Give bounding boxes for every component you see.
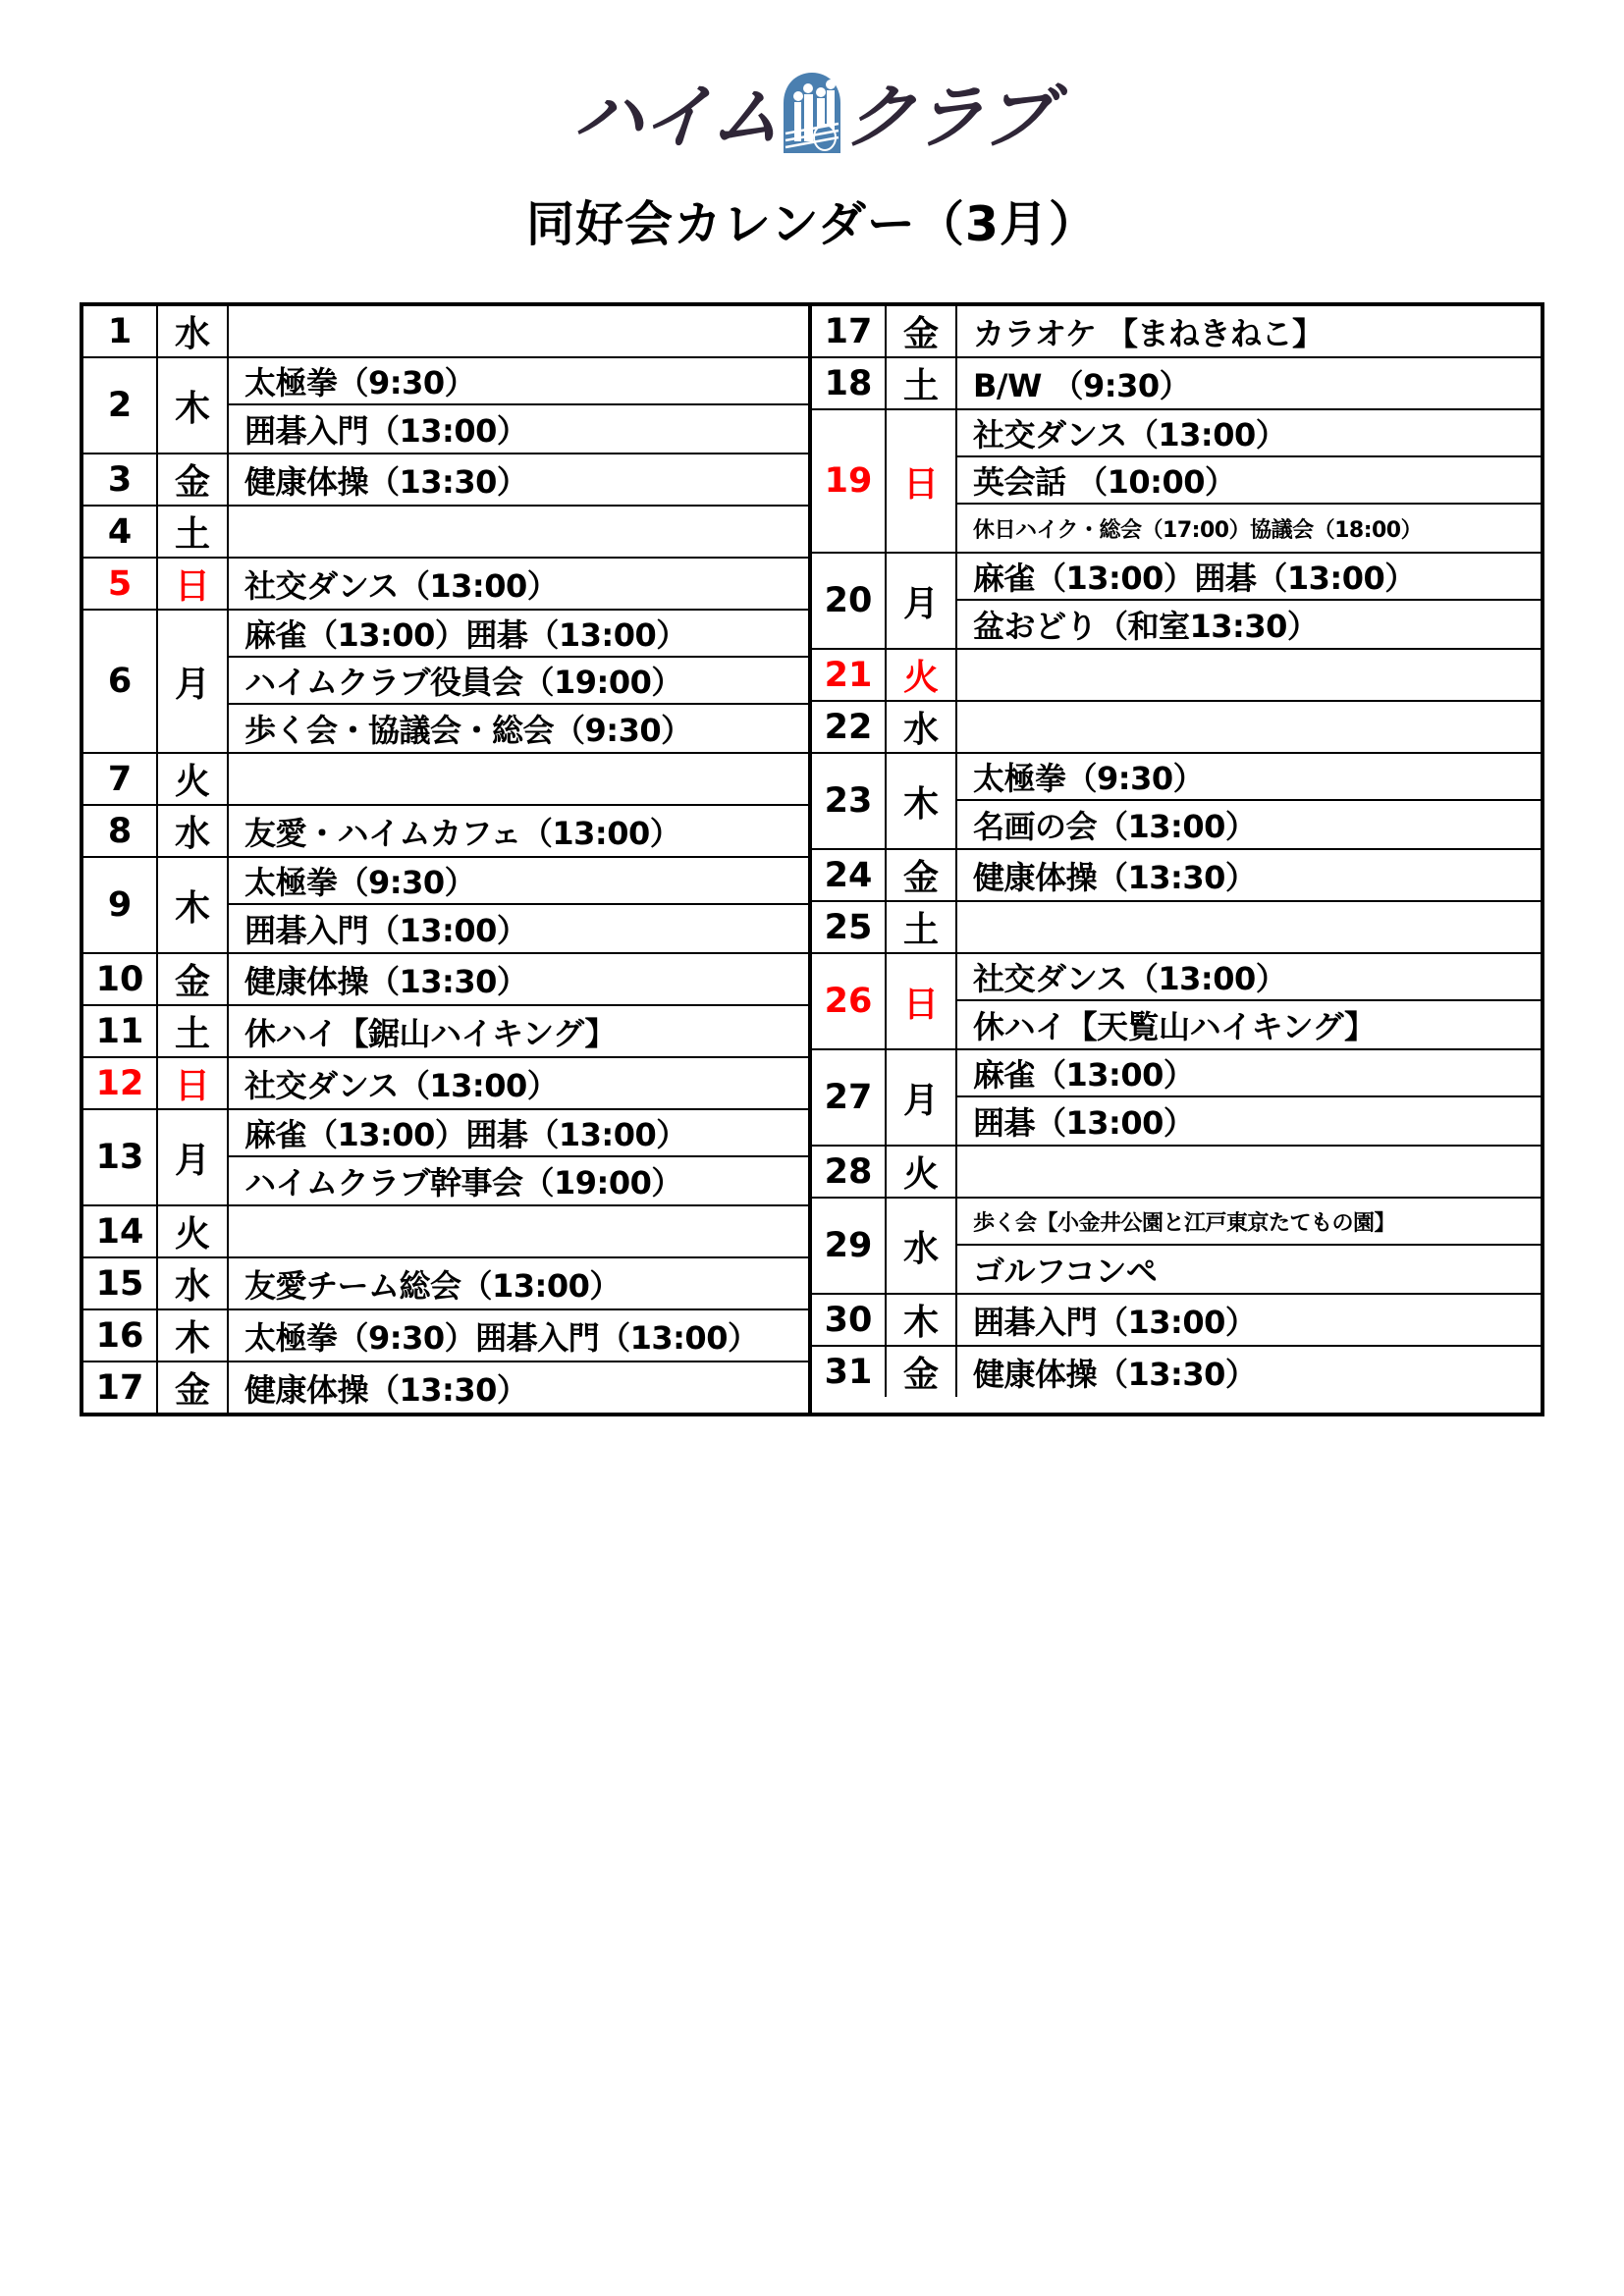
event-line: 名画の会（13:00） xyxy=(973,808,1257,845)
day-number: 17 xyxy=(812,306,887,356)
event-line: 麻雀（13:00）囲碁（13:00） xyxy=(229,611,808,658)
event-line: 太極拳（9:30）囲碁入門（13:00） xyxy=(244,1318,759,1357)
calendar-day-row xyxy=(812,702,1541,754)
event-line: 太極拳（9:30） xyxy=(957,754,1541,801)
day-number: 29 xyxy=(812,1199,887,1293)
day-events xyxy=(229,1058,808,1108)
day-events xyxy=(957,754,1541,848)
day-of-week: 金 xyxy=(887,1347,957,1397)
day-events xyxy=(957,702,1541,752)
event-line: 社交ダンス（13:00） xyxy=(957,410,1541,457)
day-events xyxy=(957,1347,1541,1397)
event-line: ハイムクラブ役員会（19:00） xyxy=(229,658,808,705)
day-of-week: 木 xyxy=(887,1295,957,1345)
day-events xyxy=(229,1362,808,1413)
day-events xyxy=(229,806,808,856)
day-events xyxy=(229,754,808,804)
day-number: 28 xyxy=(812,1147,887,1197)
day-of-week: 水 xyxy=(887,702,957,752)
calendar-day-row xyxy=(83,754,808,806)
day-of-week: 日 xyxy=(158,559,229,609)
heim-club-emblem-icon xyxy=(782,73,842,153)
calendar-day-row xyxy=(83,954,808,1006)
calendar-day-row xyxy=(812,410,1541,554)
event-line: 健康体操（13:30） xyxy=(244,962,528,1000)
day-number: 3 xyxy=(83,454,158,505)
day-of-week: 月 xyxy=(887,554,957,648)
day-number: 7 xyxy=(83,754,158,804)
day-events xyxy=(229,1258,808,1308)
day-number: 31 xyxy=(812,1347,887,1397)
event-line: 友愛チーム総会（13:00） xyxy=(244,1266,621,1305)
event-line: 友愛・ハイムカフェ（13:00） xyxy=(244,814,681,852)
day-of-week: 火 xyxy=(887,650,957,700)
calendar-day-row xyxy=(812,1147,1541,1199)
day-events xyxy=(957,902,1541,952)
day-events xyxy=(957,1295,1541,1345)
day-events xyxy=(957,850,1541,900)
event-line: 囲碁入門（13:00） xyxy=(973,1303,1257,1341)
day-events xyxy=(957,650,1541,700)
day-number: 16 xyxy=(83,1310,158,1361)
event-line-empty xyxy=(957,1147,1541,1197)
day-number: 6 xyxy=(83,611,158,752)
event-line-empty xyxy=(229,507,808,557)
day-of-week: 金 xyxy=(887,850,957,900)
day-of-week: 土 xyxy=(158,1006,229,1056)
calendar-day-row xyxy=(83,559,808,611)
calendar-day-row xyxy=(812,850,1541,902)
calendar-day-row xyxy=(83,1362,808,1413)
day-of-week: 金 xyxy=(158,454,229,505)
event-line-empty xyxy=(957,702,1541,752)
day-of-week: 月 xyxy=(158,611,229,752)
day-number: 4 xyxy=(83,507,158,557)
calendar-day-row xyxy=(812,650,1541,702)
calendar-day-row xyxy=(83,611,808,754)
day-events xyxy=(229,507,808,557)
day-number: 9 xyxy=(83,858,158,952)
calendar-table xyxy=(80,302,1544,1416)
day-events xyxy=(957,306,1541,356)
calendar-day-row xyxy=(812,554,1541,650)
day-number: 1 xyxy=(83,306,158,356)
day-of-week: 金 xyxy=(158,954,229,1004)
day-number: 30 xyxy=(812,1295,887,1345)
day-of-week: 水 xyxy=(158,806,229,856)
day-number: 13 xyxy=(83,1110,158,1204)
logo-text-left: ハイム xyxy=(570,76,783,158)
day-number: 21 xyxy=(812,650,887,700)
day-number: 15 xyxy=(83,1258,158,1308)
day-of-week: 日 xyxy=(158,1058,229,1108)
event-line: 麻雀（13:00） xyxy=(957,1050,1541,1097)
day-of-week: 木 xyxy=(887,754,957,848)
calendar-day-row xyxy=(812,1347,1541,1397)
day-number: 11 xyxy=(83,1006,158,1056)
day-events xyxy=(957,410,1541,552)
day-events xyxy=(229,1006,808,1056)
day-of-week: 月 xyxy=(887,1050,957,1145)
calendar-day-row xyxy=(83,1058,808,1110)
calendar-day-row xyxy=(83,1110,808,1206)
calendar-day-row xyxy=(812,306,1541,358)
calendar-day-row xyxy=(812,358,1541,410)
event-line: 囲碁入門（13:00） xyxy=(244,412,528,450)
day-of-week: 火 xyxy=(887,1147,957,1197)
day-number: 20 xyxy=(812,554,887,648)
calendar-day-row xyxy=(83,507,808,559)
day-number: 5 xyxy=(83,559,158,609)
calendar-day-row xyxy=(812,1295,1541,1347)
event-line: 健康体操（13:30） xyxy=(244,1370,528,1409)
calendar-day-row xyxy=(83,358,808,454)
calendar-day-row xyxy=(812,954,1541,1050)
day-events xyxy=(229,358,808,453)
event-line: 歩く会【小金井公園と江戸東京たてもの園】 xyxy=(957,1199,1541,1246)
calendar-day-row xyxy=(812,1050,1541,1147)
day-events xyxy=(957,954,1541,1048)
event-line: 健康体操（13:30） xyxy=(244,462,528,501)
event-line: 健康体操（13:30） xyxy=(973,1355,1257,1393)
day-of-week: 土 xyxy=(887,358,957,408)
event-line: 英会話 （10:00） xyxy=(957,457,1541,505)
heim-club-logo xyxy=(570,76,1054,158)
event-line-empty xyxy=(957,650,1541,700)
day-number: 12 xyxy=(83,1058,158,1108)
day-events xyxy=(229,1110,808,1204)
brand-header xyxy=(0,0,1624,157)
day-of-week: 木 xyxy=(158,858,229,952)
calendar-day-row xyxy=(83,1006,808,1058)
event-line: 社交ダンス（13:00） xyxy=(244,566,559,605)
day-number: 25 xyxy=(812,902,887,952)
calendar-day-row xyxy=(83,1206,808,1258)
logo-text-right: クラブ xyxy=(841,76,1054,158)
event-line: 麻雀（13:00）囲碁（13:00） xyxy=(229,1110,808,1157)
event-line: カラオケ 【まねきねこ】 xyxy=(973,314,1324,352)
event-line-empty xyxy=(229,306,808,356)
day-number: 27 xyxy=(812,1050,887,1145)
event-line: 歩く会・協議会・総会（9:30） xyxy=(244,712,692,749)
calendar-day-row xyxy=(83,1258,808,1310)
day-of-week: 日 xyxy=(887,954,957,1048)
day-events xyxy=(229,858,808,952)
calendar-day-row xyxy=(83,858,808,954)
day-events xyxy=(229,611,808,752)
event-line: 囲碁入門（13:00） xyxy=(244,912,528,949)
day-events xyxy=(229,454,808,505)
day-of-week: 木 xyxy=(158,358,229,453)
calendar-day-row xyxy=(83,454,808,507)
day-events xyxy=(229,1310,808,1361)
event-line: 休ハイ【鋸山ハイキング】 xyxy=(244,1014,617,1052)
day-of-week: 月 xyxy=(158,1110,229,1204)
day-number: 24 xyxy=(812,850,887,900)
calendar-day-row xyxy=(83,806,808,858)
event-line: ハイムクラブ幹事会（19:00） xyxy=(244,1164,682,1201)
calendar-day-row xyxy=(83,1310,808,1362)
day-number: 10 xyxy=(83,954,158,1004)
calendar-day-row xyxy=(83,306,808,358)
day-number: 8 xyxy=(83,806,158,856)
event-line: 社交ダンス（13:00） xyxy=(957,954,1541,1001)
event-line: B/W （9:30） xyxy=(973,366,1191,404)
day-events xyxy=(957,1199,1541,1293)
calendar-column-right xyxy=(812,306,1541,1413)
event-line: 社交ダンス（13:00） xyxy=(244,1066,559,1104)
event-line: 囲碁（13:00） xyxy=(973,1104,1195,1142)
event-line: 健康体操（13:30） xyxy=(973,858,1257,896)
day-events xyxy=(957,1147,1541,1197)
day-of-week: 水 xyxy=(887,1199,957,1293)
calendar-day-row xyxy=(812,1199,1541,1295)
calendar-column-left xyxy=(83,306,812,1413)
event-line: 太極拳（9:30） xyxy=(229,358,808,405)
calendar-day-row xyxy=(812,902,1541,954)
day-number: 2 xyxy=(83,358,158,453)
event-line: 休日ハイク・総会（17:00）協議会（18:00） xyxy=(973,517,1423,543)
event-line-empty xyxy=(957,902,1541,952)
event-line: 麻雀（13:00）囲碁（13:00） xyxy=(957,554,1541,601)
day-number: 22 xyxy=(812,702,887,752)
event-line: 休ハイ【天覧山ハイキング】 xyxy=(973,1008,1376,1045)
day-number: 14 xyxy=(83,1206,158,1256)
event-line-empty xyxy=(229,1206,808,1256)
calendar-day-row xyxy=(812,754,1541,850)
day-of-week: 水 xyxy=(158,306,229,356)
day-of-week: 日 xyxy=(887,410,957,552)
day-events xyxy=(229,559,808,609)
day-of-week: 火 xyxy=(158,754,229,804)
day-number: 18 xyxy=(812,358,887,408)
day-of-week: 金 xyxy=(887,306,957,356)
event-line-empty xyxy=(229,754,808,804)
day-events xyxy=(957,358,1541,408)
day-of-week: 火 xyxy=(158,1206,229,1256)
day-number: 17 xyxy=(83,1362,158,1413)
day-of-week: 土 xyxy=(158,507,229,557)
day-of-week: 木 xyxy=(158,1310,229,1361)
day-of-week: 金 xyxy=(158,1362,229,1413)
day-number: 19 xyxy=(812,410,887,552)
event-line: 太極拳（9:30） xyxy=(229,858,808,905)
day-of-week: 土 xyxy=(887,902,957,952)
event-line: 盆おどり（和室13:30） xyxy=(973,608,1319,645)
day-events xyxy=(229,306,808,356)
day-of-week: 水 xyxy=(158,1258,229,1308)
day-number: 23 xyxy=(812,754,887,848)
day-events xyxy=(957,554,1541,648)
day-events xyxy=(229,954,808,1004)
event-line: ゴルフコンペ xyxy=(973,1253,1158,1290)
day-events xyxy=(229,1206,808,1256)
day-events xyxy=(957,1050,1541,1145)
page-title: 同好会カレンダー（3月） xyxy=(526,196,1098,252)
day-number: 26 xyxy=(812,954,887,1048)
